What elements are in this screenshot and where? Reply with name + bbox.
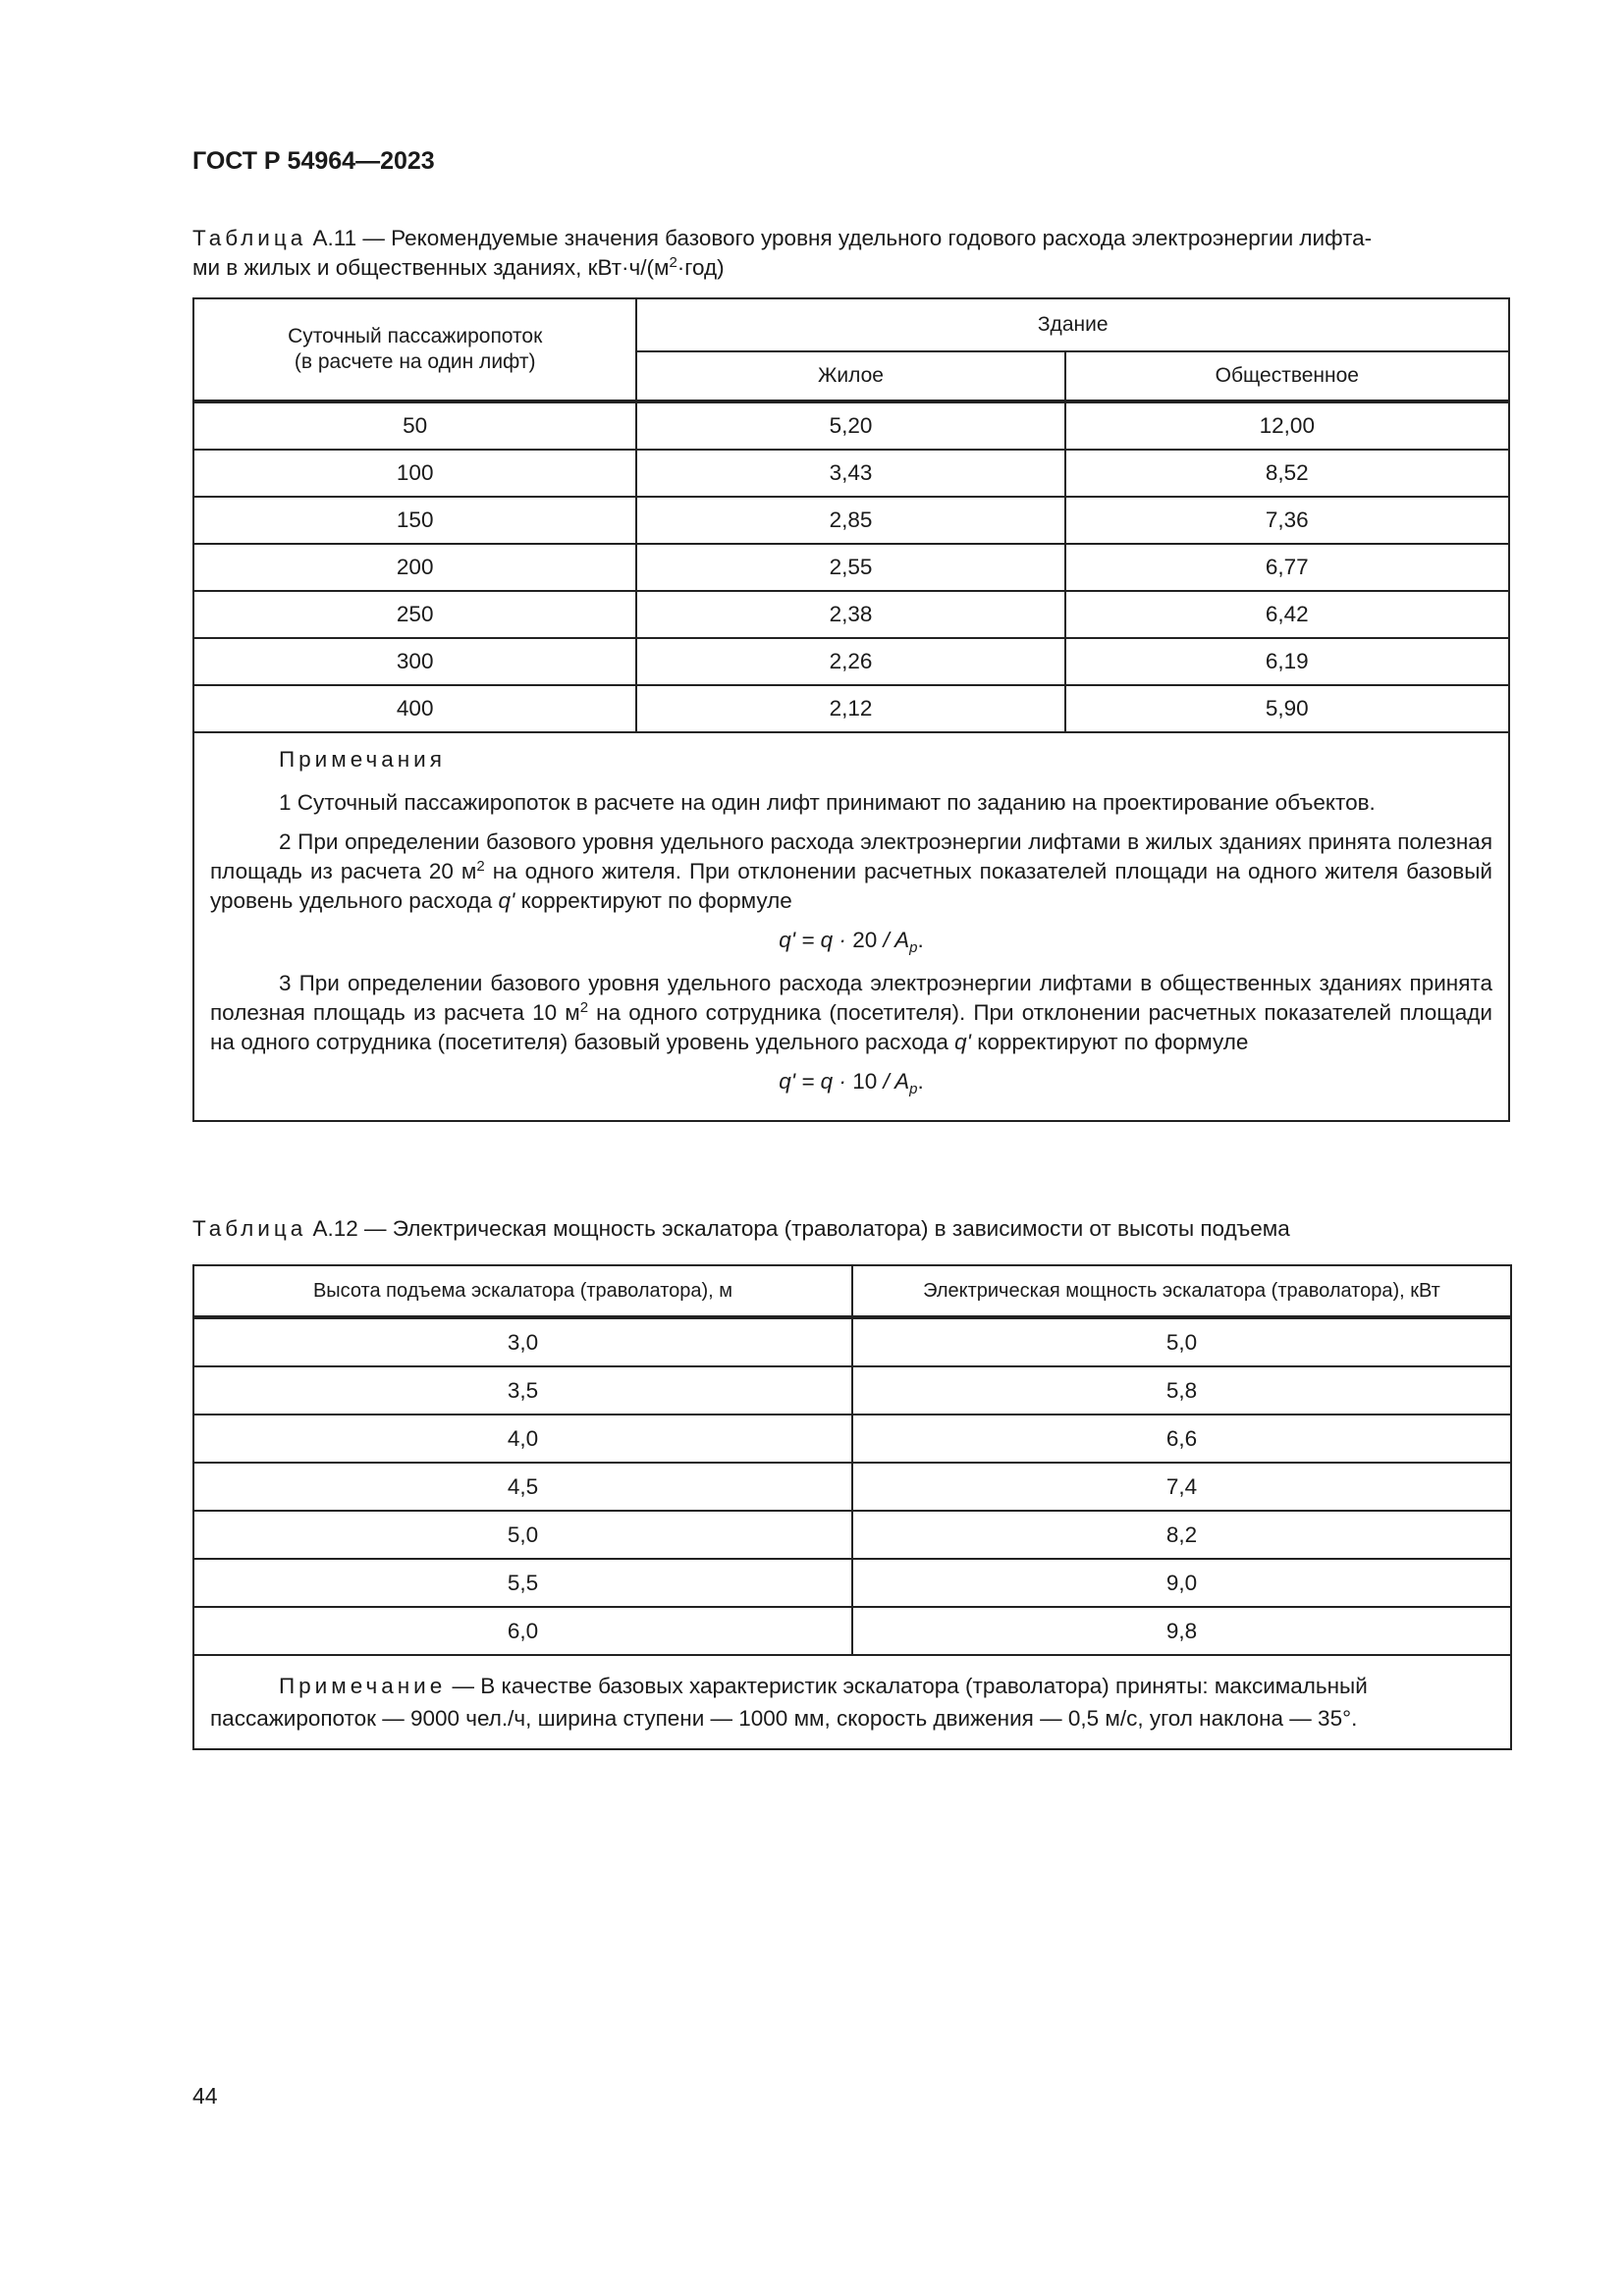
col-header-building: Здание [636,298,1509,351]
table-row [193,591,1509,638]
table-row [193,1607,1511,1655]
table-cell: 5,20 [636,401,1064,450]
table-cell: 9,0 [852,1559,1511,1607]
table-row [193,450,1509,497]
table-a12 [192,1264,1512,1750]
table-a11 [192,297,1510,1122]
note-text: — В качестве базовых характеристик эскалатора (траволатора) приняты: максимальный пассажиропоток — 9000 чел./ч, ширина ступени — 1000 мм, скорость движения — 0,5 м/с, угол наклона — 35°. [210,1674,1368,1731]
table-cell: 400 [193,685,636,732]
table-cell: 2,38 [636,591,1064,638]
table-a12-caption [192,1214,1508,1244]
notes-title: Примечания [279,747,446,772]
table-cell: 5,5 [193,1559,852,1607]
table-cell: 7,4 [852,1463,1511,1511]
table-cell: 6,6 [852,1415,1511,1463]
note-2: 2 При определении базового уровня удельного расхода электроэнергии лифтами в жилых зданиях принята полезная площадь из расчета 20 $м^2$ на одного жителя. При отклонении расчетных показателей площади на одного жителя базовый уровень удельного расхода q' корректируют по формуле [210,829,1492,913]
note-1: 1 Суточный пассажиропоток в расчете на один лифт принимают по заданию на проектирование объектов. [279,790,1376,815]
table-cell: 2,55 [636,544,1064,591]
caption-number: А.11 [312,226,357,250]
caption-text: — Электрическая мощность эскалатора (траволатора) в зависимости от высоты подъема [357,1216,1290,1241]
table-cell: 100 [193,450,636,497]
table-cell: 4,5 [193,1463,852,1511]
table-cell: 4,0 [193,1415,852,1463]
formula-2: $q' = q \cdot 10 / A_p$. [779,1069,924,1097]
table-cell: 6,77 [1065,544,1509,591]
caption-sup: 2 [669,254,677,271]
table-cell: 7,36 [1065,497,1509,544]
caption-text: — Рекомендуемые значения базового уровня удельного годового расхода электроэнергии лифта- [356,226,1373,250]
table-row [193,1559,1511,1607]
note-cell [193,1655,1511,1749]
caption-number: А.12 [312,1216,358,1241]
note-label: Примечание [279,1674,447,1698]
table-cell: 2,26 [636,638,1064,685]
table-row [193,544,1509,591]
table-cell: 3,43 [636,450,1064,497]
table-row [193,401,1509,450]
table-cell: 9,8 [852,1607,1511,1655]
table-row [193,1463,1511,1511]
caption-label: Таблица [192,1216,307,1241]
caption-text-end: ·год) [677,255,725,280]
table-row [193,497,1509,544]
table-cell: 3,0 [193,1317,852,1366]
table-row [193,1317,1511,1366]
col-header-public: Общественное [1065,351,1509,401]
table-row [193,1511,1511,1559]
notes-cell [193,732,1509,1121]
table-cell: 8,52 [1065,450,1509,497]
col-header-height: Высота подъема эскалатора (траволатора), м [193,1265,852,1317]
table-cell: 12,00 [1065,401,1509,450]
table-cell: 6,19 [1065,638,1509,685]
document-header: ГОСТ Р 54964—2023 [192,147,435,175]
table-cell: 5,90 [1065,685,1509,732]
table-cell: 2,12 [636,685,1064,732]
table-a12-head [193,1265,1511,1317]
table-cell: 3,5 [193,1366,852,1415]
table-a11-caption [192,224,1508,283]
table-cell: 150 [193,497,636,544]
formula-1: $q' = q \cdot 20 / A_p$. [779,928,924,956]
table-cell: 8,2 [852,1511,1511,1559]
caption-label: Таблица [192,226,307,250]
caption-text-cont: ми в жилых и общественных зданиях, кВт·ч/(м [192,255,670,280]
page-number: 44 [192,2083,218,2109]
table-row [193,1366,1511,1415]
table-cell: 6,0 [193,1607,852,1655]
table-a11-head [193,298,1509,401]
table-cell: 5,8 [852,1366,1511,1415]
table-row [193,638,1509,685]
table-cell: 300 [193,638,636,685]
table-cell: 5,0 [852,1317,1511,1366]
table-row [193,1415,1511,1463]
table-cell: 6,42 [1065,591,1509,638]
col-header-flow: Суточный пассажиропоток (в расчете на один лифт) [193,298,636,401]
table-cell: 250 [193,591,636,638]
table-row [193,685,1509,732]
note-3: 3 При определении базового уровня удельного расхода электроэнергии лифтами в общественных зданиях принята полезная площадь из расчета 10 $м^2$ на одного сотрудника (посетителя). При отклонении расчетных показателей площади на одного сотрудника (посетителя) базовый уровень удельного расхода q' корректируют по формуле [210,971,1492,1054]
table-cell: 5,0 [193,1511,852,1559]
table-cell: 2,85 [636,497,1064,544]
note-row [193,1655,1511,1749]
table-cell: 50 [193,401,636,450]
notes-row [193,732,1509,1121]
table-cell: 200 [193,544,636,591]
col-header-residential: Жилое [636,351,1064,401]
col-header-power: Электрическая мощность эскалатора (траволатора), кВт [852,1265,1511,1317]
